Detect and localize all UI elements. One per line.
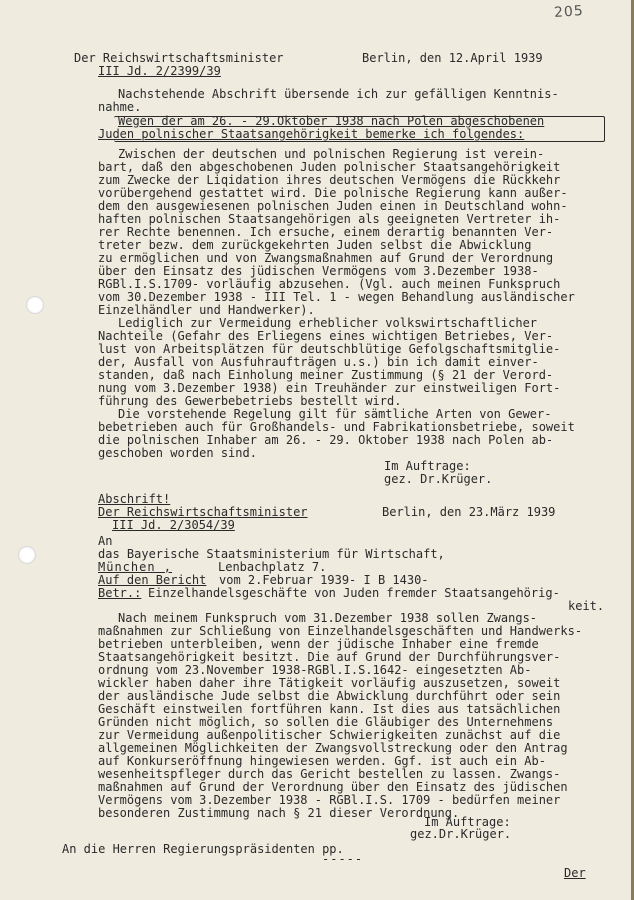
letter1-line: bart, daß den abgeschobenen Juden polnischer Staatsangehörigkeit xyxy=(98,160,561,174)
letter2-line: Vermögens vom 3.Dezember 1938 - RGBl.I.S. 1709 - bedürfen meiner xyxy=(98,793,561,807)
letter2-reference: III Jd. 2/3054/39 xyxy=(112,518,235,532)
letter2-line: maßnahmen zur Schließung von Einzelhandelsgeschäften und Handwerks- xyxy=(98,624,583,638)
letter2-sender: Der Reichswirtschaftsminister xyxy=(98,505,308,519)
letter2-betr-cont: keit. xyxy=(568,599,605,613)
letter1-reference: III Jd. 2/2399/39 xyxy=(98,64,221,78)
letter1-line: Lediglich zur Vermeidung erheblicher volkswirtschaftlicher xyxy=(118,316,538,330)
letter1-line: nahme. xyxy=(98,100,142,114)
letter1-line: lust von Arbeitsplätzen für deutschblütige Gefolgschaftsmitglie- xyxy=(98,342,561,356)
footer-dashes: ----- xyxy=(322,852,364,866)
letter1-line: Juden polnischer Staatsangehörigkeit bemerke ich folgendes: xyxy=(98,127,525,141)
letter1-date: Berlin, den 12.April 1939 xyxy=(362,51,543,65)
letter2-signature: gez.Dr.Krüger. xyxy=(410,827,512,841)
letter1-line: standen, daß nach Einholung meiner Zustimmung (§ 21 der Verord- xyxy=(98,368,554,382)
letter1-signature: gez. Dr.Krüger. xyxy=(384,472,493,486)
letter2-recipient: das Bayerische Staatsministerium für Wirtschaft, xyxy=(98,547,445,561)
letter1-line: Die vorstehende Regelung gilt für sämtliche Arten von Gewer- xyxy=(118,407,552,421)
letter2-line: zur Vermeidung außenpolitischer Schwierigkeiten zunächst auf die xyxy=(98,728,561,742)
letter2-line: Staatsangehörigkeit besitzt. Die auf Grund der Durchführungsver- xyxy=(98,650,561,664)
letter1-line: Zwischen der deutschen und polnischen Regierung ist verein- xyxy=(118,147,545,161)
letter2-re-label: Auf den Bericht xyxy=(98,573,207,587)
letter1-line: bebetrieben auch für Großhandels- und Fabrikationsbetriebe, soweit xyxy=(98,420,575,434)
letter2-heading: Abschrift! xyxy=(98,492,171,506)
letter1-closing: Im Auftrage: xyxy=(384,459,471,473)
letter1-sender: Der Reichswirtschaftsminister xyxy=(74,51,284,65)
letter1-line: vom 30.Dezember 1938 - III Tel. 1 - wegen Behandlung ausländischer xyxy=(98,290,575,304)
letter2-re-text: vom 2.Februar 1939- I B 1430- xyxy=(219,573,429,587)
letter2-line: besonderen Zustimmung nach § 21 dieser Verordnung. xyxy=(98,806,460,820)
letter1-line: geschoben worden sind. xyxy=(98,446,257,460)
footer-catchword: Der xyxy=(564,866,586,880)
letter2-date: Berlin, den 23.März 1939 xyxy=(382,505,556,519)
letter2-line: Gründen nicht möglich, so sollen die Gläubiger des Unternehmens xyxy=(98,715,554,729)
letter2-betr-text: Einzelhandelsgeschäfte von Juden fremder Staatsangehörig- xyxy=(148,586,560,600)
letter1-line: rer Rechte benennen. Ich ersuche, einem derartig benannten Ver- xyxy=(98,225,554,239)
letter2-line: ordnung vom 23.November 1938-RGBl.I.S.1642- eingesetzten Ab- xyxy=(98,663,532,677)
letter1-line: zum Zwecke der Liqidation ihres deutschen Vermögens die Rückkehr xyxy=(98,173,561,187)
letter1-line: der, Ausfall von Ausfuhraufträgen u.s.) bin ich damit einver- xyxy=(98,355,539,369)
letter2-betr-label: Betr.: xyxy=(98,586,142,600)
punch-hole xyxy=(18,546,36,564)
letter1-line: vorübergehend gestattet wird. Die polnische Regierung kann außer- xyxy=(98,186,568,200)
letter2-line: wickler haben daher ihre Tätigkeit vorläufig auszusetzen, soweit xyxy=(98,676,561,690)
letter2-line: Geschäft einstweilen fortführen kann. Ist dies aus tatsächlichen xyxy=(98,702,561,716)
letter2-line: Nach meinem Funkspruch vom 31.Dezember 1938 sollen Zwangs- xyxy=(118,611,538,625)
page-number: 205 xyxy=(553,2,585,22)
letter1-line: nung vom 3.Dezember 1938) ein Treuhänder zur einstweiligen Fort- xyxy=(98,381,561,395)
letter2-line: auf Konkurseröffnung hingewiesen werden. Ggf. ist auch ein Ab- xyxy=(98,754,546,768)
letter1-line: dem den ausgewiesenen polnischen Juden einen in Deutschland wohn- xyxy=(98,199,568,213)
letter1-line: zu ermöglichen und von Zwangsmaßnahmen auf Grund der Verordnung xyxy=(98,251,554,265)
letter1-line: RGBl.I.S.1709- vorläufig abzusehen. (Vgl. auch meinen Funkspruch xyxy=(98,277,561,291)
letter2-line: betrieben unterbleiben, wenn der jüdische Inhaber eine fremde xyxy=(98,637,539,651)
letter1-line: über den Einsatz des jüdischen Vermögens vom 3.Dezember 1938- xyxy=(98,264,539,278)
letter2-city: München , xyxy=(98,560,173,574)
letter2-street: Lenbachplatz 7. xyxy=(218,560,327,574)
letter2-line: der ausländische Jude selbst die Abwicklung durchführt oder sein xyxy=(98,689,561,703)
letter1-line: haften polnischen Staatsangehörigen als geeigneten Vertreter ih- xyxy=(98,212,561,226)
letter1-line: treter bezw. dem zurückgekehrten Juden selbst die Abwicklung xyxy=(98,238,532,252)
letter1-line: die polnischen Inhaber am 26. - 29. Oktober 1938 nach Polen ab- xyxy=(98,433,554,447)
letter2-line: allgemeinen Möglichkeiten der Zwangsvollstreckung oder den Antrag xyxy=(98,741,568,755)
letter2-closing: Im Auftrage: xyxy=(424,815,511,829)
letter2-line: wesenheitspfleger durch das Gericht bestellen zu lassen. Zwangs- xyxy=(98,767,561,781)
letter1-line: Wegen der am 26. - 29.Oktober 1938 nach Polen abgeschobenen xyxy=(118,114,545,128)
letter2-to-prefix: An xyxy=(98,534,113,548)
footer-addressee: An die Herren Regierungspräsidenten pp. xyxy=(62,842,344,856)
letter1-line: Nachstehende Abschrift übersende ich zur gefälligen Kenntnis- xyxy=(118,87,559,101)
letter2-line: maßnahmen auf Grund der Verordnung über den Einsatz des jüdischen xyxy=(98,780,568,794)
punch-hole xyxy=(26,296,44,314)
letter1-line: führung des Gewerbebetriebs bestellt wird. xyxy=(98,394,402,408)
letter1-line: Nachteile (Gefahr des Erliegens eines wichtigen Betriebes, Ver- xyxy=(98,329,554,343)
letter1-line: Einzelhändler und Handwerker). xyxy=(98,303,315,317)
